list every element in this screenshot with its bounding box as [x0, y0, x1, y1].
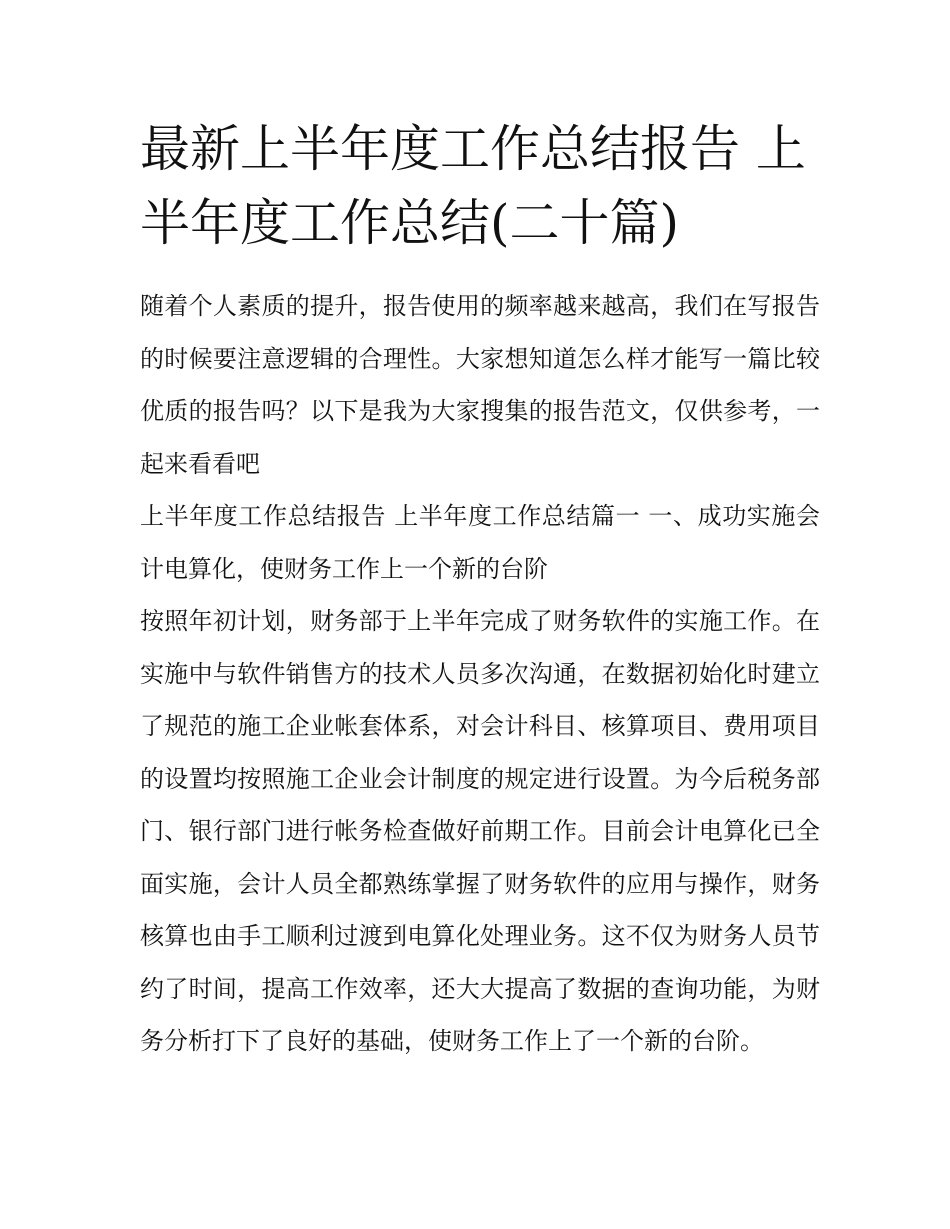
section-heading-paragraph: 上半年度工作总结报告 上半年度工作总结篇一 一、成功实施会计电算化，使财务工作上一个新的台阶 [140, 502, 820, 583]
document-body [140, 280, 820, 1068]
document-title: 最新上半年度工作总结报告 上半年度工作总结(二十篇) [140, 120, 806, 252]
intro-paragraph: 随着个人素质的提升，报告使用的频率越来越高，我们在写报告的时候要注意逻辑的合理性。大家想知道怎么样才能写一篇比较优质的报告吗？以下是我为大家搜集的报告范文，仅供参考，一起来看看吧 [140, 292, 820, 478]
body-paragraph: 按照年初计划，财务部于上半年完成了财务软件的实施工作。在实施中与软件销售方的技术人员多次沟通，在数据初始化时建立了规范的施工企业帐套体系，对会计科目、核算项目、费用项目的设置均按照施工企业会计制度的规定进行设置。为今后税务部门、银行部门进行帐务检查做好前期工作。目前会计电算化已全面实施，会计人员全都熟练掌握了财务软件的应用与操作，财务核算也由手工顺利过渡到电算化处理业务。这不仅为财务人员节约了时间，提高工作效率，还大大提高了数据的查询功能，为财务分析打下了良好的基础，使财务工作上了一个新的台阶。 [140, 607, 820, 1055]
